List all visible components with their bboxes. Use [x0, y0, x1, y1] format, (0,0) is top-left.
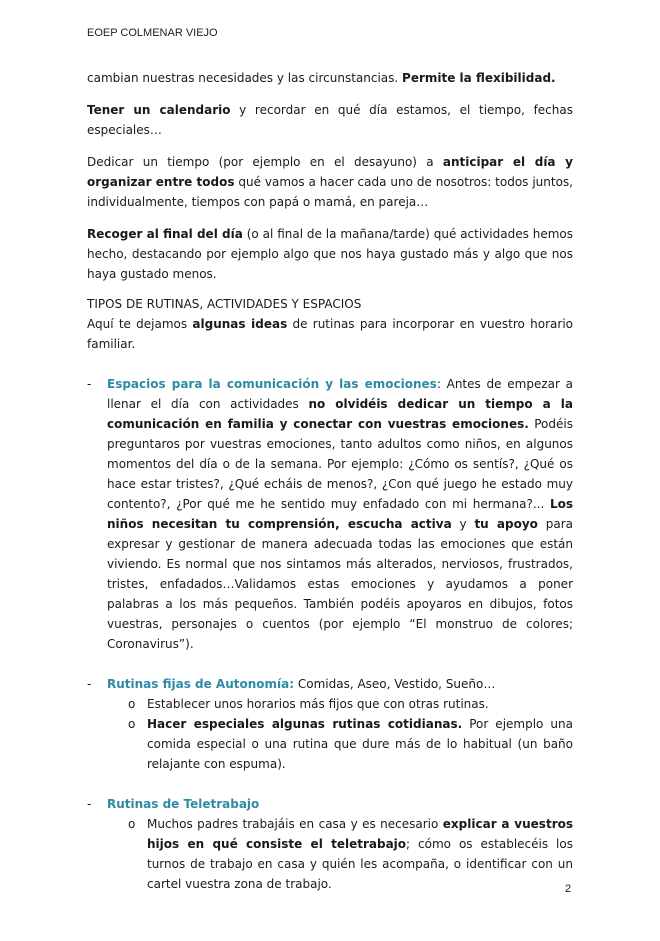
- bold-text: Permite la flexibilidad.: [402, 71, 556, 85]
- dash-bullet: -: [87, 377, 92, 391]
- bold-text: Tener un calendario: [87, 103, 231, 117]
- dash-bullet: -: [87, 677, 92, 691]
- bullet-autonomy: [87, 674, 573, 694]
- text: Por ejemplo una comida especial o una rutina que dure más de lo habitual (un baño relajante con espuma).: [147, 717, 573, 771]
- text: : Antes de empezar a llenar el día con actividades: [107, 377, 574, 411]
- paragraph-flexibility: [87, 68, 573, 88]
- sub-item-schedules: [87, 694, 573, 714]
- document-body: [87, 68, 573, 894]
- text: Comidas, Aseo, Vestido, Sueño…: [294, 677, 496, 691]
- paragraph-calendar: [87, 100, 573, 140]
- text: Dedicar un tiempo (por ejemplo en el desayuno) a: [87, 155, 443, 169]
- bullet-title: Rutinas fijas de Autonomía:: [107, 677, 295, 691]
- bold-text: no olvidéis dedicar un tiempo a la comunicación en familia y conectar con vuestras emociones.: [107, 397, 573, 431]
- text: y recordar en qué día estamos, el tiempo, fechas especiales…: [87, 103, 573, 137]
- text: cambian nuestras necesidades y las circunstancias.: [87, 71, 403, 85]
- circle-bullet: o: [128, 697, 136, 711]
- bold-text: Hacer especiales algunas rutinas cotidianas.: [147, 717, 463, 731]
- text: y: [451, 517, 475, 531]
- sub-item-text: Establecer unos horarios más fijos que con otras rutinas.: [147, 697, 489, 711]
- bullet-text: [107, 794, 573, 814]
- sub-item-telework: [87, 814, 573, 894]
- page-number: 2: [565, 883, 572, 895]
- text: Aquí te dejamos: [87, 317, 193, 331]
- paragraph-anticipate: [87, 152, 573, 212]
- section-intro: [87, 314, 573, 354]
- page-header: EOEP COLMENAR VIEJO: [87, 27, 218, 39]
- bullet-text: [107, 374, 573, 654]
- bullet-communication: [87, 374, 573, 654]
- text: Podéis preguntaros por vuestras emociones, tanto adultos como niños, en algunos momentos del día o de la semana. Por ejemplo: ¿Cómo os sentís?, ¿Qué os hace estar tristes?, ¿Qué echáis de menos?, ¿Con qué juego he estado muy contento?, ¿Por qué me he sentido muy enfadado con mi hermana?...: [107, 417, 573, 511]
- section-title: TIPOS DE RUTINAS, ACTIVIDADES Y ESPACIOS: [87, 297, 362, 311]
- text: ; cómo os establecéis los turnos de trabajo en casa y quién les acompaña, o identificar con un cartel vuestra zona de trabajo.: [147, 837, 573, 891]
- bold-text: Recoger al final del día: [87, 227, 243, 241]
- sub-item-text: [147, 814, 573, 894]
- circle-bullet: o: [128, 717, 136, 731]
- sub-item-text: [147, 714, 573, 774]
- text: qué vamos a hacer cada uno de nosotros: todos juntos, individualmente, tiempos con papá o mamá, en pareja…: [87, 175, 573, 209]
- paragraph-review: [87, 224, 573, 284]
- bullet-title: Rutinas de Teletrabajo: [107, 797, 260, 811]
- text: de rutinas para incorporar en vuestro horario familiar.: [87, 317, 574, 351]
- bullet-telework: [87, 794, 573, 814]
- bold-text: explicar a vuestros hijos en qué consiste el teletrabajo: [147, 817, 573, 851]
- circle-bullet: o: [128, 817, 136, 831]
- text: (o al final de la mañana/tarde) qué actividades hemos hecho, destacando por ejemplo algo que nos haya gustado más y algo que nos haya gustado menos.: [87, 227, 573, 281]
- bold-text: Los niños necesitan tu comprensión, escucha activa: [107, 497, 573, 531]
- bullet-title: Espacios para la comunicación y las emociones: [107, 377, 437, 391]
- dash-bullet: -: [87, 797, 92, 811]
- text: para expresar y gestionar de manera adecuada todas las emociones que están viviendo. Es normal que nos sintamos más alterados, nerviosos, frustrados, tristes, enfadados…Validamos estas emociones y ayudamos a poner palabras a los más pequeños. También podéis apoyaros en dibujos, fotos vuestras, personajes o cuentos (por ejemplo “El monstruo de colores; Coronavirus”).: [107, 517, 573, 651]
- text: Muchos padres trabajáis en casa y es necesario: [147, 817, 443, 831]
- bold-text: tu apoyo: [474, 517, 538, 531]
- sub-item-special-routines: [87, 714, 573, 774]
- bullet-text: [107, 674, 573, 694]
- bold-text: anticipar el día y organizar entre todos: [87, 155, 573, 189]
- bold-text: algunas ideas: [192, 317, 288, 331]
